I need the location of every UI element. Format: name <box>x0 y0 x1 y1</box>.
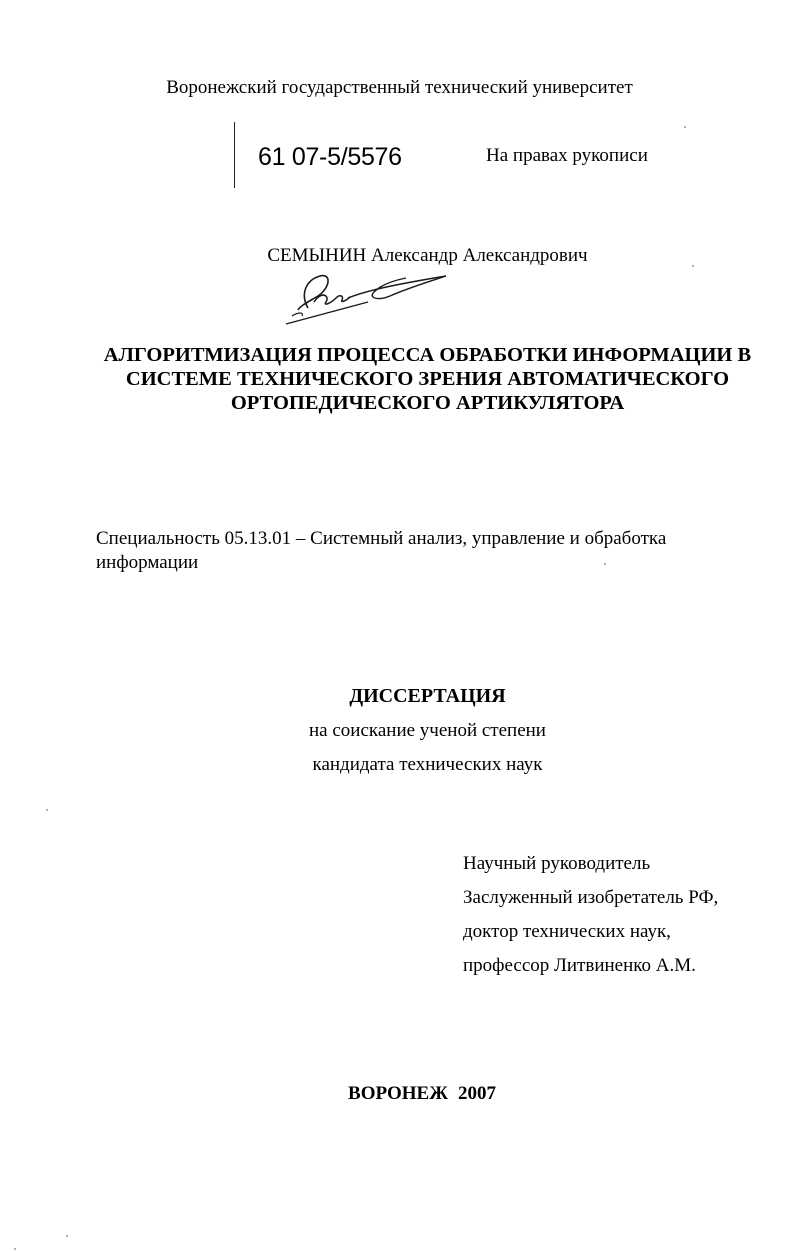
author-signature <box>278 266 453 331</box>
dissertation-title <box>0 343 799 415</box>
scan-speck <box>684 126 686 128</box>
degree-purpose-line-2: кандидата технических наук <box>312 754 543 775</box>
title-line-3: ОРТОПЕДИЧЕСКОГО АРТИКУЛЯТОРА <box>230 392 625 414</box>
registration-number: 61 07-5/5576 <box>258 143 402 171</box>
supervisor-role: Научный руководитель <box>463 853 651 874</box>
specialty-text: Специальность 05.13.01 – Системный анализ, управление и обработка информации <box>96 528 667 573</box>
year: 2007 <box>457 1083 496 1104</box>
supervisor-name: профессор Литвиненко А.М. <box>463 955 696 976</box>
city-year <box>0 1083 799 1105</box>
rights-note: На правах рукописи <box>486 145 648 166</box>
scan-speck <box>66 1235 68 1237</box>
title-line-1: АЛГОРИТМИЗАЦИЯ ПРОЦЕССА ОБРАБОТКИ ИНФОРМАЦИИ В <box>103 344 752 366</box>
margin-line <box>234 122 235 188</box>
scan-speck <box>692 265 694 267</box>
scan-speck <box>46 809 48 811</box>
city-name: ВОРОНЕЖ <box>348 1083 448 1104</box>
supervisor-degree: доктор технических наук, <box>463 921 671 942</box>
dissertation-type: ДИССЕРТАЦИЯ <box>349 685 506 707</box>
author-name: СЕМЫНИН Александр Александрович <box>267 245 588 266</box>
scan-speck <box>14 1248 16 1250</box>
scan-speck <box>604 563 606 565</box>
degree-purpose-line-1: на соискание ученой степени <box>309 720 546 741</box>
title-line-2: СИСТЕМЕ ТЕХНИЧЕСКОГО ЗРЕНИЯ АВТОМАТИЧЕСКОГО <box>125 368 730 390</box>
supervisor-honor: Заслуженный изобретатель РФ, <box>463 887 719 908</box>
university-name: Воронежский государственный технический университет <box>166 77 633 98</box>
